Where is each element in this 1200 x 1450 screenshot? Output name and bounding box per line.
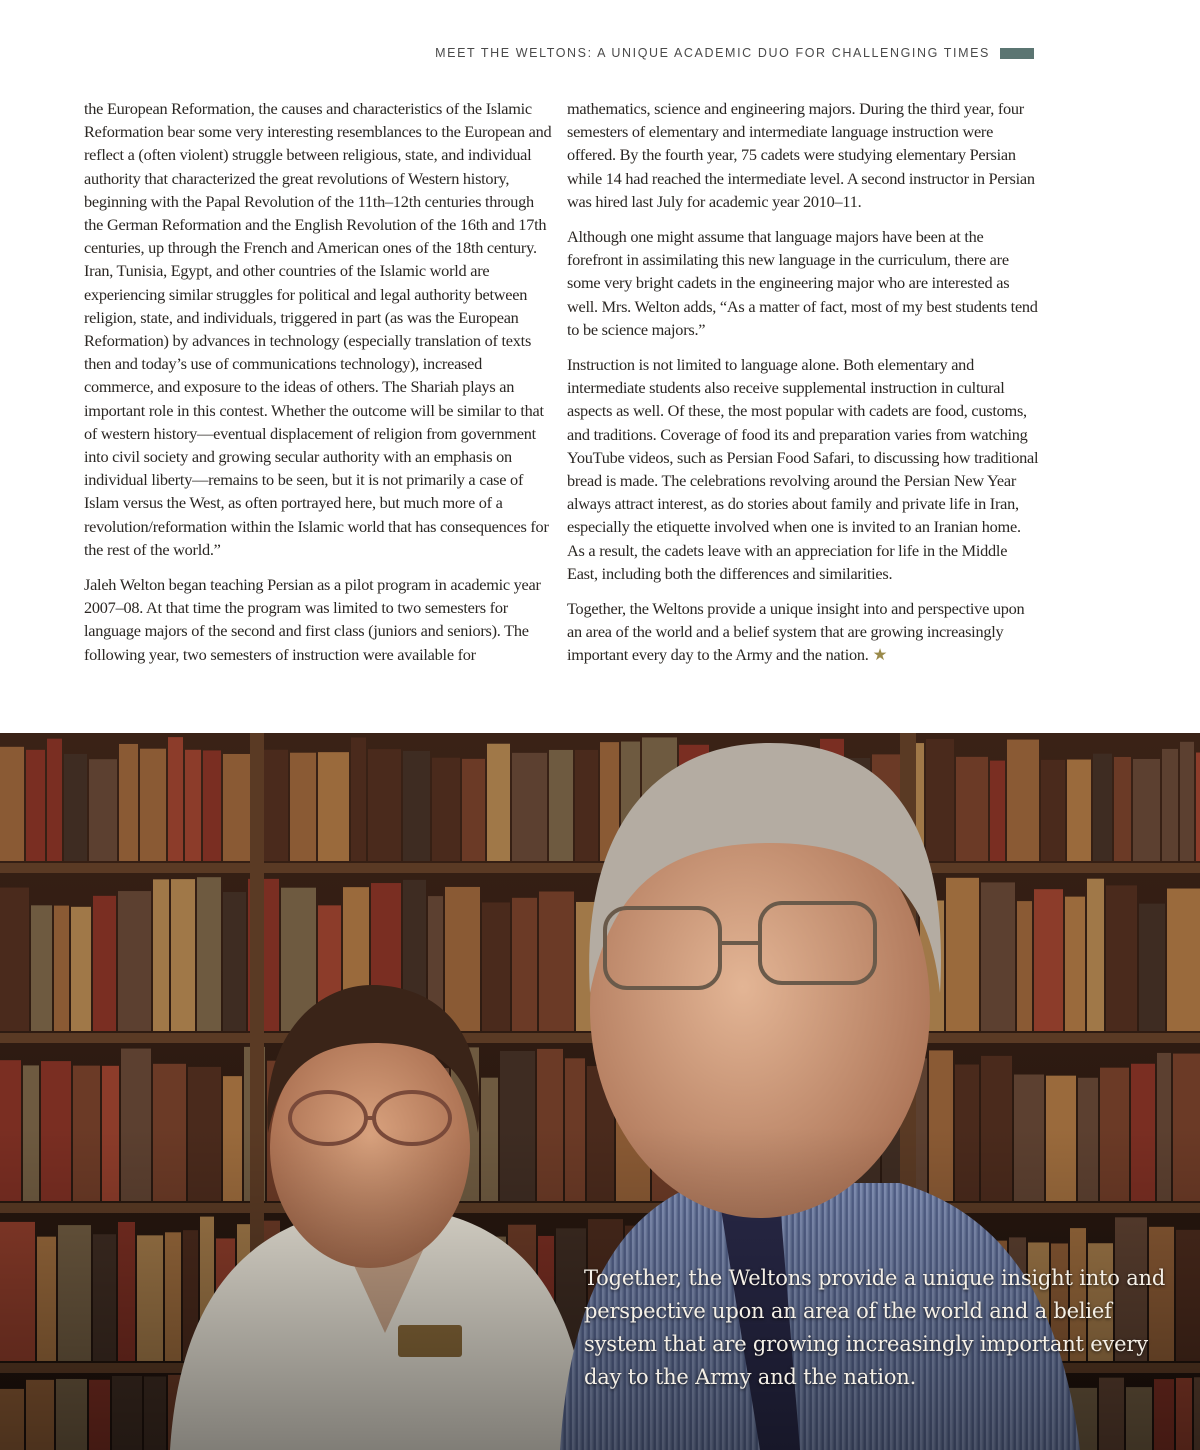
article-right-column <box>567 97 1039 679</box>
paragraph: Jaleh Welton began teaching Persian as a pilot program in academic year 2007–08. At that time the program was limited to two semesters for language majors of the second and first class (juniors and seniors). The following year, two semesters of instruction were available for <box>84 575 541 664</box>
article-left-column <box>84 97 554 678</box>
paragraph: the European Reformation, the causes and characteristics of the Islamic Reformation bear some very interesting resemblances to the European and reflect a (often violent) struggle between religious, state, and individual authority that characterized the great revolutions of Western history, beginning with the Papal Revolution of the 11th–12th centuries through the German Reformation and the English Revolution of the 16th and 17th centuries, up through the French and American ones of the 18th century. Iran, Tunisia, Egypt, and other countries of the Islamic world are experiencing similar struggles for political and legal authority between religion, state, and individuals, triggered in part (as was the European Reformation) by advances in technology (especially translation of texts then and today’s use of communications technology), increased commerce, and exposure to the ideas of others. The Shariah plays an important role in this contest. Whether the outcome will be similar to that of western history—eventual displacement of religion from government into civil society and growing secular authority with an emphasis on individual liberty—remains to be seen, but it is not primarily a case of Islam versus the West, as often portrayed here, but much more of a revolution/reformation within the Islamic world that has consequences for the rest of the world.” <box>84 99 552 559</box>
paragraph-final-text: Together, the Weltons provide a unique insight into and perspective upon an area of the world and a belief system that are growing increasingly important every day to the Army and the nation. <box>567 599 1025 665</box>
paragraph: mathematics, science and engineering majors. During the third year, four semesters of elementary and intermediate language instruction were offered. By the fourth year, 75 cadets were studying elementary Persian while 14 had reached the intermediate level. A second instructor in Persian was hired last July for academic year 2010–11. <box>567 99 1035 211</box>
pull-quote: Together, the Weltons provide a unique insight into and perspective upon an area of the world and a belief system that are growing increasingly important every day to the Army and the nation. <box>584 1266 1166 1389</box>
paragraph: Instruction is not limited to language alone. Both elementary and intermediate students also receive supplemental instruction in cultural aspects as well. Of these, the most popular with cadets are food, customs, and traditions. Coverage of food its and preparation varies from watching YouTube videos, such as Persian Food Safari, to discussing how traditional bread is made. The celebrations revolving around the Persian New Year always attract interest, as do stories about family and private life in Iran, especially the etiquette involved when one is invited to an Iranian home. As a result, the cadets leave with an appreciation for life in the Middle East, including both the differences and similarities. <box>567 355 1039 583</box>
paragraph-final <box>567 597 1039 667</box>
paragraph: Although one might assume that language majors have been at the forefront in assimilating this new language in the curriculum, there are some very bright cadets in the engineering major who are interested as well. Mrs. Welton adds, “As a matter of fact, most of my best students tend to be science majors.” <box>567 227 1038 339</box>
running-head-bar <box>1000 48 1034 59</box>
weltons-photo <box>0 733 1200 1450</box>
running-head-text: MEET THE WELTONS: A UNIQUE ACADEMIC DUO FOR CHALLENGING TIMES <box>435 46 990 60</box>
running-head <box>435 46 1034 60</box>
end-star-icon: ★ <box>872 645 887 665</box>
